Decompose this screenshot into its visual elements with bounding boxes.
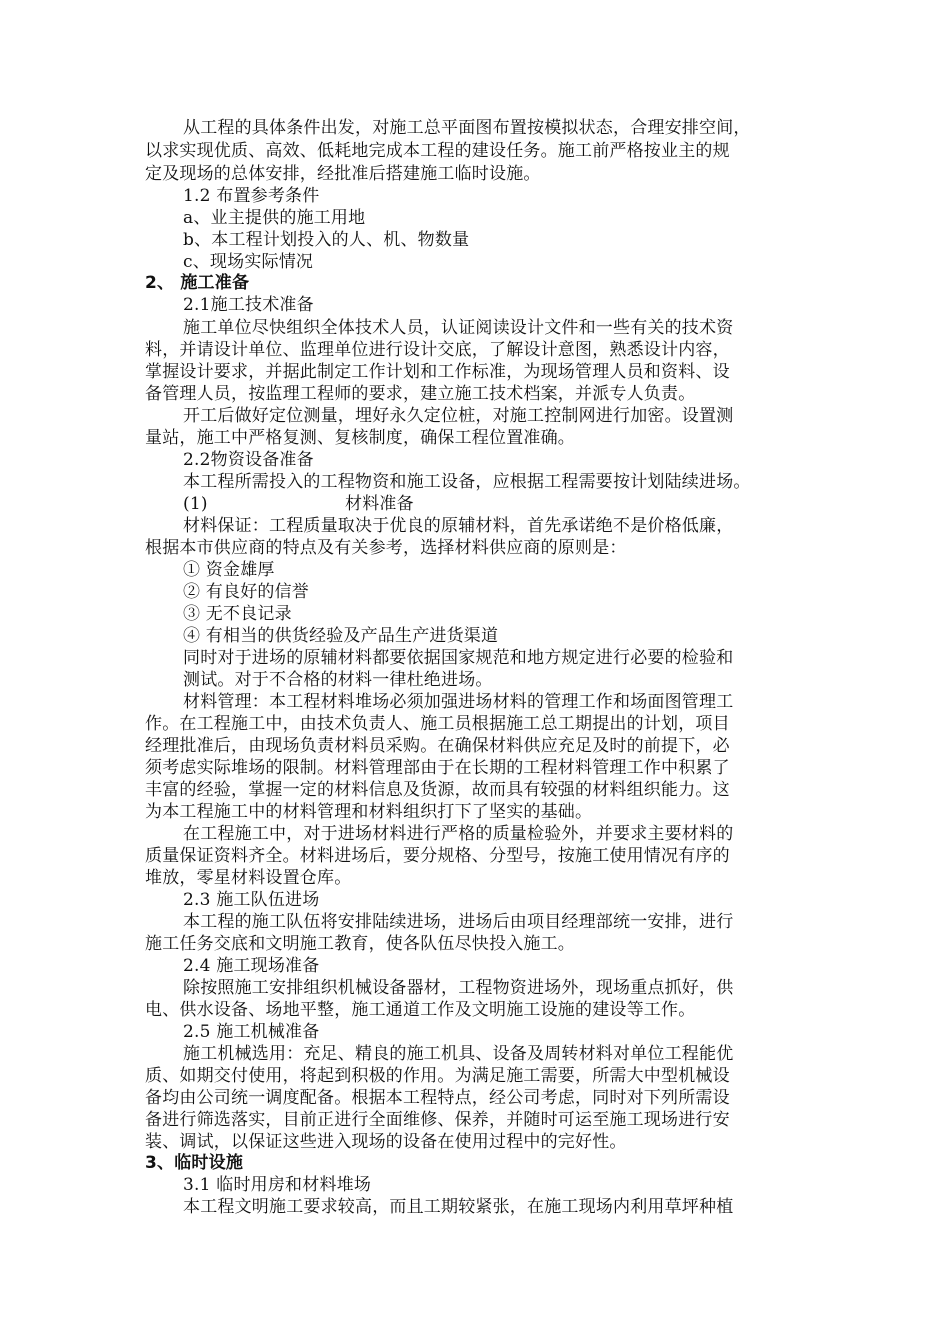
text-line: 须考虑实际堆场的限制。材料管理部由于在长期的工程材料管理工作中积累了 xyxy=(145,758,730,778)
text-line: 材料保证：工程质量取决于优良的原辅材料，首先承诺绝不是价格低廉， xyxy=(183,516,734,536)
section-heading: 3、临时设施 xyxy=(145,1153,244,1173)
list-item: ④ 有相当的供货经验及产品生产进货渠道 xyxy=(183,626,499,646)
text-line: 除按照施工安排组织机械设备器材，工程物资进场外，现场重点抓好，供 xyxy=(183,978,734,998)
text-line: 在工程施工中，对于进场材料进行严格的质量检验外，并要求主要材料的 xyxy=(183,824,734,844)
text-line: 备均由公司统一调度配备。根据本工程特点，经公司考虑，同时对下列所需设 xyxy=(145,1088,730,1108)
text-line: 装、调试，以保证这些进入现场的设备在使用过程中的完好性。 xyxy=(145,1132,627,1152)
text-line: 电、供水设备、场地平整，施工通道工作及文明施工设施的建设等工作。 xyxy=(145,1000,696,1020)
list-marker: (1) xyxy=(183,494,208,514)
text-line: 质量保证资料齐全。材料进场后，要分规格、分型号，按施工使用情况有序的 xyxy=(145,846,730,866)
text-line: 备进行筛选落实，目前正进行全面维修、保养，并随时可运至施工现场进行安 xyxy=(145,1110,730,1130)
text-line: 质、如期交付使用，将起到积极的作用。为满足施工需要，所需大中型机械设 xyxy=(145,1066,730,1086)
list-item: c、现场实际情况 xyxy=(183,252,314,272)
text-line: 掌握设计要求，并据此制定工作计划和工作标准，为现场管理人员和资料、设 xyxy=(145,362,730,382)
subheading: 1.2 布置参考条件 xyxy=(183,186,320,206)
text-line: 丰富的经验，掌握一定的材料信息及货源，故而具有较强的材料组织能力。这 xyxy=(145,780,730,800)
subheading: 2.1施工技术准备 xyxy=(183,295,314,315)
text-line: 施工单位尽快组织全体技术人员，认证阅读设计文件和一些有关的技术资 xyxy=(183,318,734,338)
text-line: 备管理人员，按监理工程师的要求，建立施工技术档案，并派专人负责。 xyxy=(145,384,696,404)
list-item: ② 有良好的信誉 xyxy=(183,582,310,602)
subheading: 2.2物资设备准备 xyxy=(183,450,314,470)
text-line: 料，并请设计单位、监理单位进行设计交底，了解设计意图，熟悉设计内容， xyxy=(145,340,730,360)
text-line: 为本工程施工中的材料管理和材料组织打下了坚实的基础。 xyxy=(145,802,593,822)
text-line: 本工程文明施工要求较高，而且工期较紧张，在施工现场内利用草坪种植 xyxy=(183,1197,734,1217)
text-line: 开工后做好定位测量，埋好永久定位桩，对施工控制网进行加密。设置测 xyxy=(183,406,734,426)
text-line: 施工机械选用：充足、精良的施工机具、设备及周转材料对单位工程能优 xyxy=(183,1044,734,1064)
text-line: 根据本市供应商的特点及有关参考，选择材料供应商的原则是： xyxy=(145,538,627,558)
list-item: a、业主提供的施工用地 xyxy=(183,208,366,228)
text-line: 以求实现优质、高效、低耗地完成本工程的建设任务。施工前严格按业主的规 xyxy=(145,141,730,161)
text-line: 同时对于进场的原辅材料都要依据国家规范和地方规定进行必要的检验和 xyxy=(183,648,734,668)
text-line: 作。在工程施工中，由技术负责人、施工员根据施工总工期提出的计划，项目 xyxy=(145,714,730,734)
subheading: 2.5 施工机械准备 xyxy=(183,1022,320,1042)
list-item: ① 资金雄厚 xyxy=(183,560,275,580)
subheading: 3.1 临时用房和材料堆场 xyxy=(183,1175,372,1195)
subheading: 材料准备 xyxy=(345,494,414,514)
subheading: 2.3 施工队伍进场 xyxy=(183,890,320,910)
text-line: 堆放，零星材料设置仓库。 xyxy=(145,868,352,888)
text-line: 从工程的具体条件出发，对施工总平面图布置按模拟状态，合理安排空间， xyxy=(183,118,751,138)
text-line: 量站，施工中严格复测、复核制度，确保工程位置准确。 xyxy=(145,428,575,448)
subheading: 2.4 施工现场准备 xyxy=(183,956,320,976)
text-line: 施工任务交底和文明施工教育，使各队伍尽快投入施工。 xyxy=(145,934,575,954)
text-line: 测试。对于不合格的材料一律杜绝进场。 xyxy=(183,670,493,690)
text-line: 材料管理：本工程材料堆场必须加强进场材料的管理工作和场面图管理工 xyxy=(183,692,734,712)
text-line: 经理批准后，由现场负责材料员采购。在确保材料供应充足及时的前提下，必 xyxy=(145,736,730,756)
section-heading: 2、 施工准备 xyxy=(145,273,250,293)
text-line: 本工程所需投入的工程物资和施工设备，应根据工程需要按计划陆续进场。 xyxy=(183,472,751,492)
text-line: 定及现场的总体安排，经批准后搭建施工临时设施。 xyxy=(145,164,541,184)
text-line: 本工程的施工队伍将安排陆续进场，进场后由项目经理部统一安排，进行 xyxy=(183,912,734,932)
list-item: b、本工程计划投入的人、机、物数量 xyxy=(183,230,470,250)
list-item: ③ 无不良记录 xyxy=(183,604,292,624)
